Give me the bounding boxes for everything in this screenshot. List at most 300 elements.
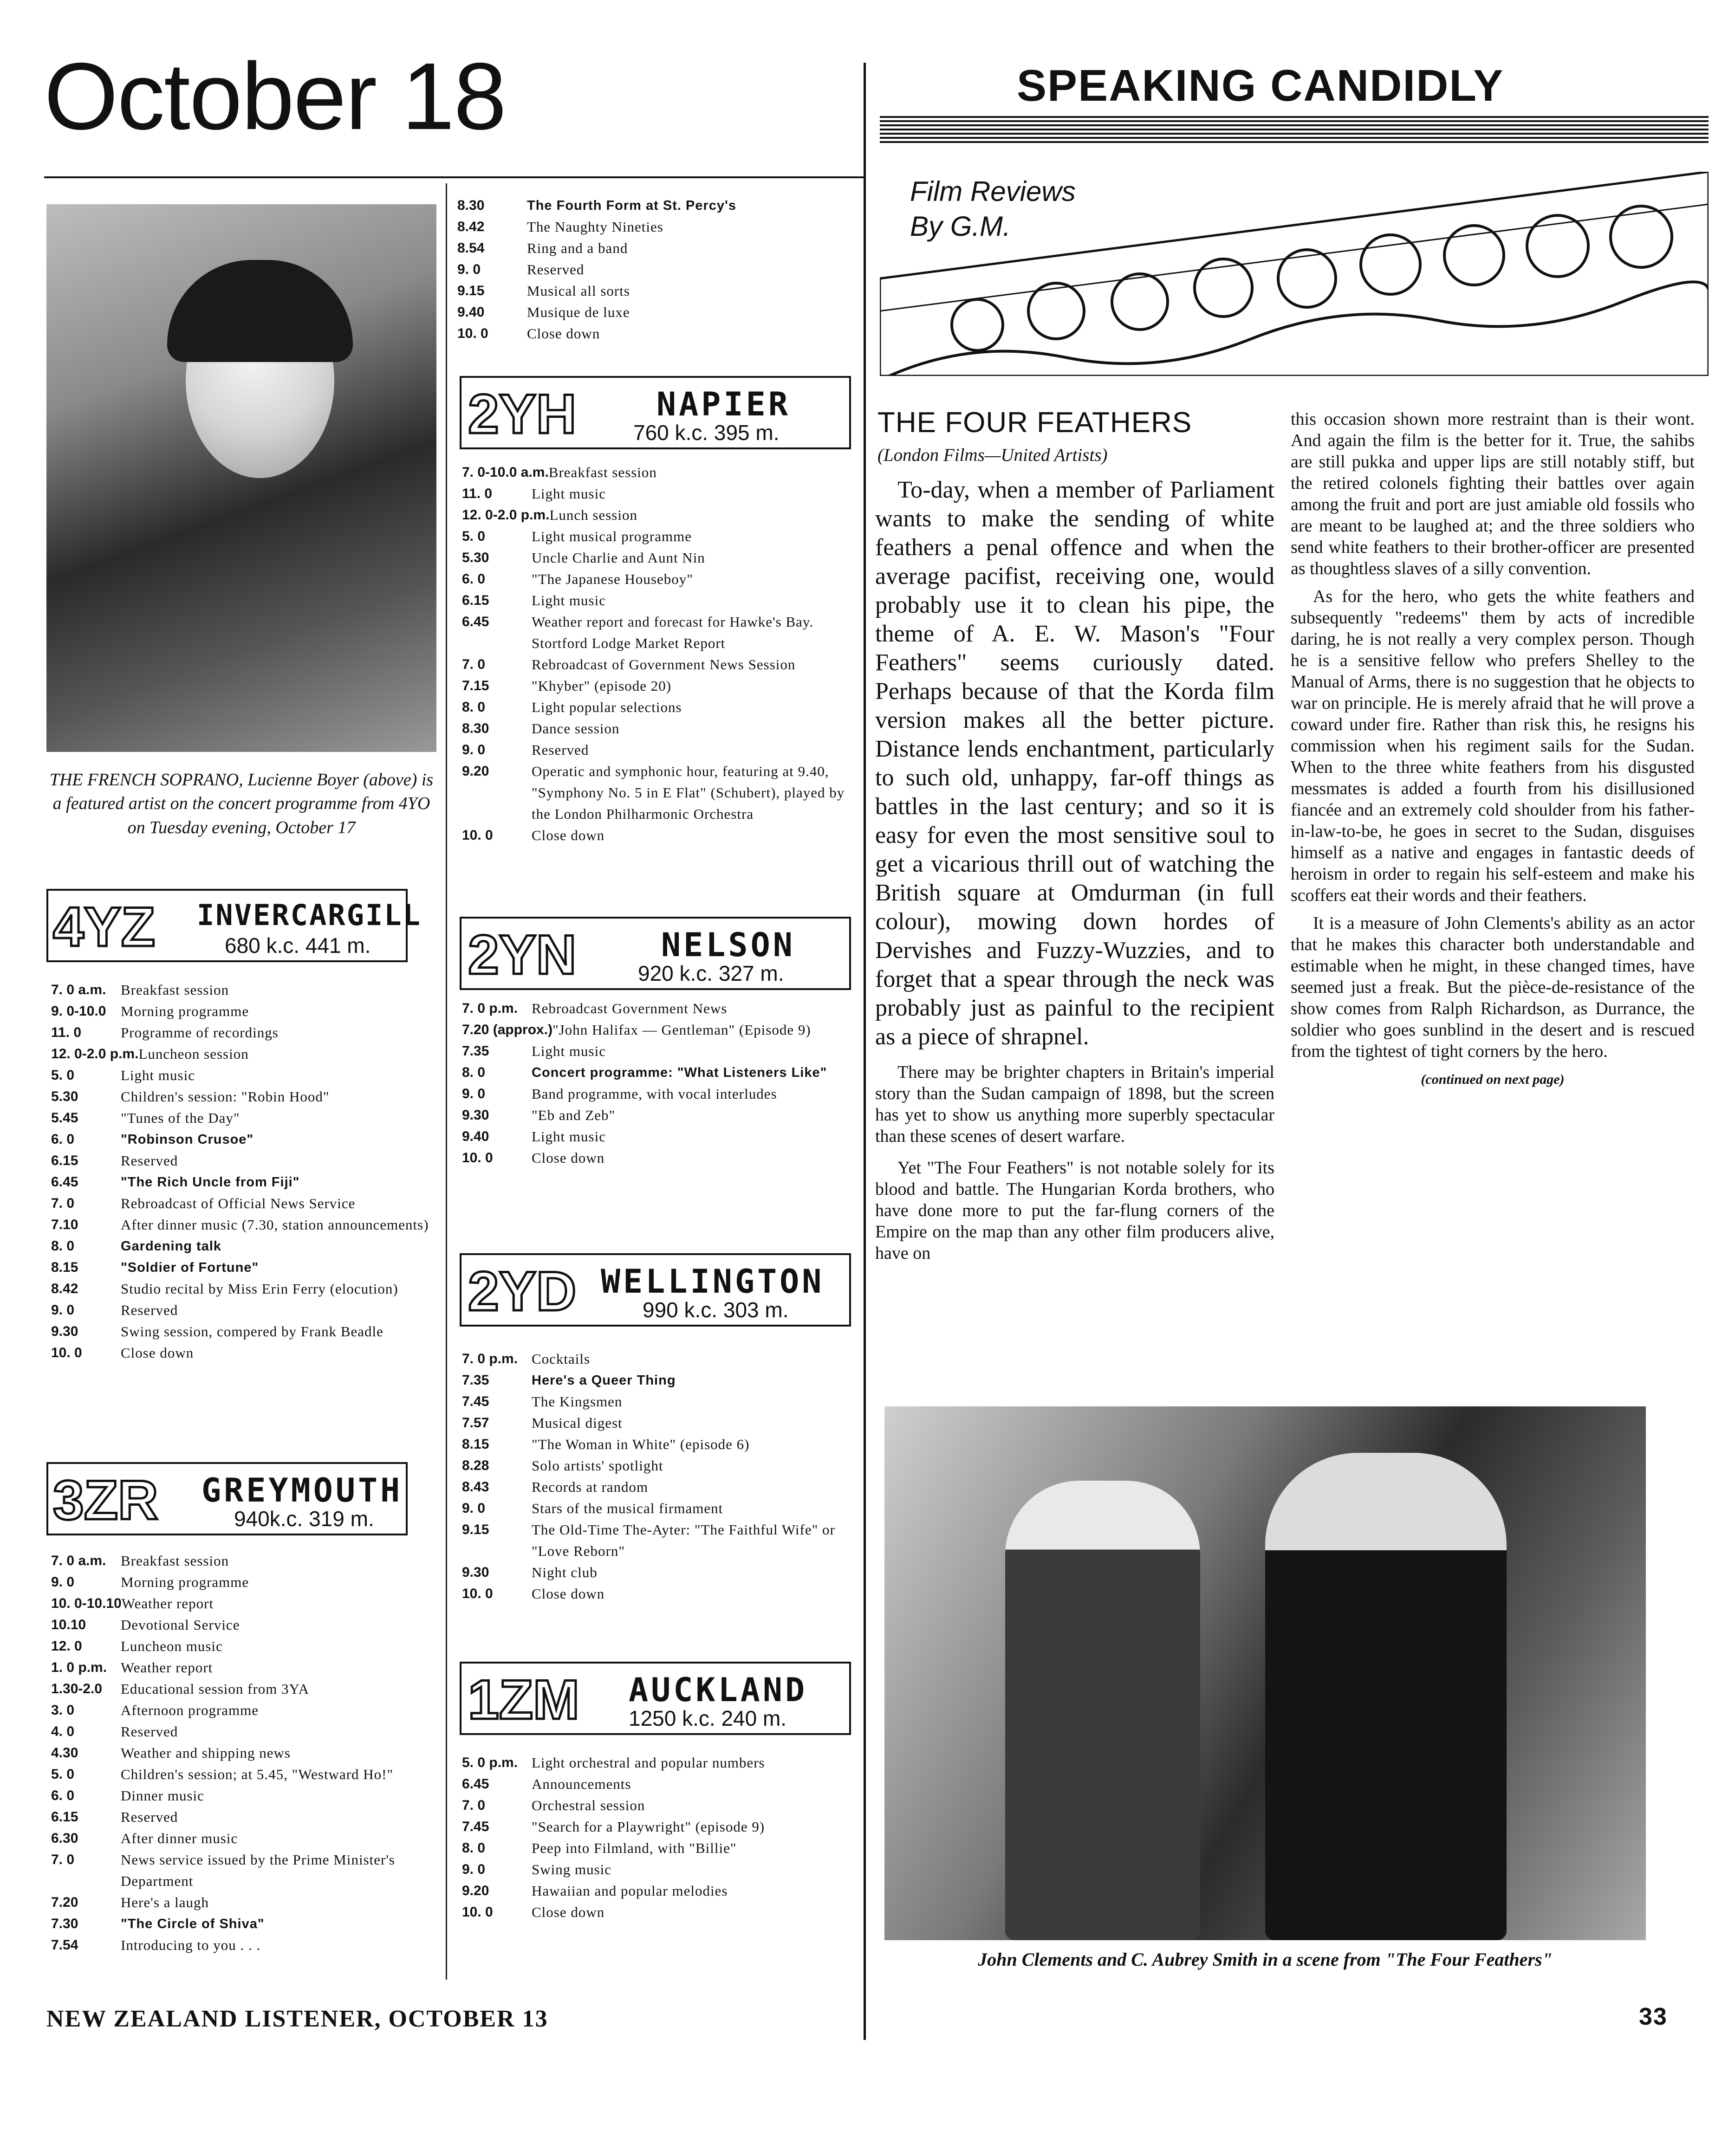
programme-time: 4. 0: [51, 1724, 75, 1739]
programme-list-4yz: [51, 979, 441, 1364]
station-header-2yh: [460, 376, 851, 449]
programme-title: Reserved: [121, 1809, 178, 1825]
programme-row: [51, 1300, 441, 1321]
programme-row: [462, 1902, 861, 1923]
page-date-heading: October 18: [44, 43, 506, 149]
heading-rule: [44, 176, 864, 178]
review-paragraph-4: this occasion shown more restraint than is their wont. And again the film is the better for it. True, the sahibs are still pukka and upper lips are still notably stiff, but the retired colonels fighting their battles over again among the fruit and port are just amiable old fossils who are meant to be laughed at; and the three soldiers who send white feathers to their brother-officer are presented as thoughtless slaves of a silly convention.: [1291, 409, 1695, 578]
review-paragraph-3: Yet "The Four Feathers" is not notable solely for its blood and battle. The Hungarian Korda brothers, who have done more to put the far-flung corners of the Empire on the map than any other film producers alive, have on: [875, 1158, 1274, 1263]
programme-time: 5. 0 p.m.: [462, 1755, 518, 1770]
programme-title: Breakfast session: [548, 464, 657, 480]
programme-row: [51, 1764, 441, 1785]
programme-row: [51, 1086, 441, 1107]
programme-time: 7.10: [51, 1217, 78, 1232]
station-call-sign: 3ZR: [53, 1469, 158, 1531]
programme-time: 8.15: [51, 1260, 78, 1275]
programme-time: 9.30: [462, 1565, 489, 1580]
programme-title: Luncheon music: [121, 1638, 223, 1654]
station-name: AUCKLAND: [629, 1671, 808, 1709]
programme-time: 7.57: [462, 1415, 489, 1431]
programme-title: "Tunes of the Day": [121, 1110, 240, 1126]
programme-time: 9. 0-10.0: [51, 1004, 106, 1019]
programme-time: 6.45: [462, 614, 489, 629]
title-stripe: [880, 116, 1709, 143]
programme-title: "The Circle of Shiva": [121, 1916, 265, 1931]
programme-row: [457, 216, 861, 238]
station-call-sign: 4YZ: [53, 896, 156, 958]
station-header-2yn: [460, 917, 851, 990]
programme-row: [457, 195, 861, 216]
programme-row: [462, 1774, 861, 1795]
programme-title: Weather and shipping news: [121, 1745, 291, 1761]
programme-row: [51, 1321, 441, 1342]
programme-time: 1. 0 p.m.: [51, 1660, 107, 1675]
review-title: THE FOUR FEATHERS: [877, 407, 1192, 439]
programme-time: 7.15: [462, 678, 489, 693]
programme-time: 9.15: [457, 283, 485, 298]
station-name: INVERCARGILL: [197, 898, 422, 932]
programme-time: 9. 0: [51, 1302, 75, 1318]
station-name: NELSON: [661, 926, 795, 964]
programme-title: Light music: [121, 1067, 195, 1083]
programme-title: Stars of the musical firmament: [532, 1500, 723, 1516]
footer-publication: NEW ZEALAND LISTENER, OCTOBER 13: [46, 2006, 548, 2032]
programme-row: [51, 1022, 441, 1043]
programme-row: [51, 1172, 441, 1193]
programme-row: [51, 1001, 441, 1022]
programme-row: [462, 1795, 861, 1816]
programme-row: [462, 1455, 861, 1476]
programme-row: [462, 718, 861, 739]
programme-time: 8.30: [457, 198, 485, 213]
programme-title: Light music: [532, 1128, 606, 1145]
programme-title: Light popular selections: [532, 699, 682, 715]
left-column-rule: [446, 183, 447, 1980]
programme-row: [462, 1476, 861, 1498]
programme-title: Close down: [532, 1904, 605, 1920]
programme-time: 10. 0: [462, 1150, 493, 1165]
programme-list-3zr: [51, 1550, 441, 1956]
station-frequency: 760 k.c. 395 m.: [633, 421, 780, 445]
programme-row: [462, 483, 861, 505]
review-column-2: [1291, 408, 1695, 1089]
programme-title: Studio recital by Miss Erin Ferry (elocution): [121, 1281, 398, 1297]
programme-row: [462, 697, 861, 718]
programme-title: Reserved: [121, 1723, 178, 1740]
programme-time: 6.15: [51, 1153, 78, 1168]
programme-time: 12. 0-2.0 p.m.: [462, 507, 550, 523]
programme-title: After dinner music: [121, 1830, 238, 1846]
programme-time: 6.15: [462, 593, 489, 608]
programme-row: [462, 547, 861, 569]
programme-title: Musical digest: [532, 1415, 623, 1431]
programme-row: [51, 1849, 441, 1892]
programme-title: Here's a Queer Thing: [532, 1373, 676, 1388]
programme-row: [51, 1107, 441, 1129]
programme-row: [462, 505, 861, 526]
programme-title: "John Halifax — Gentleman" (Episode 9): [552, 1022, 811, 1038]
programme-row: [51, 1150, 441, 1172]
programme-time: 8.15: [462, 1437, 489, 1452]
programme-time: 11. 0: [462, 486, 493, 501]
programme-time: 9.20: [462, 764, 489, 779]
programme-row: [51, 1129, 441, 1150]
programme-time: 9. 0: [462, 742, 486, 758]
programme-title: Luncheon session: [138, 1046, 249, 1062]
programme-title: "Search for a Playwright" (episode 9): [532, 1819, 765, 1835]
programme-row: [457, 238, 861, 259]
programme-row: [462, 526, 861, 547]
programme-time: 10.10: [51, 1617, 86, 1632]
programme-list-continued: [457, 195, 861, 344]
programme-title: Uncle Charlie and Aunt Nin: [532, 550, 705, 566]
programme-row: [51, 1785, 441, 1806]
programme-time: 9. 0: [51, 1574, 75, 1590]
programme-title: Dance session: [532, 720, 620, 737]
programme-title: Reserved: [532, 742, 589, 758]
programme-title: After dinner music (7.30, station announcements): [121, 1217, 429, 1233]
programme-time: 3. 0: [51, 1703, 75, 1718]
programme-row: [462, 825, 861, 846]
programme-time: 5.30: [51, 1089, 78, 1104]
programme-time: 9.30: [462, 1107, 489, 1123]
banner-title: Film Reviews: [910, 176, 1076, 207]
programme-time: 9. 0: [462, 1501, 486, 1516]
programme-time: 7. 0 p.m.: [462, 1001, 518, 1016]
programme-time: 12. 0: [51, 1638, 82, 1654]
programme-title: The Fourth Form at St. Percy's: [527, 198, 737, 213]
programme-title: Cocktails: [532, 1351, 591, 1367]
station-name: GREYMOUTH: [201, 1471, 403, 1509]
programme-row: [462, 1147, 861, 1169]
station-frequency: 920 k.c. 327 m.: [638, 961, 784, 985]
station-header-4yz: [46, 889, 422, 962]
programme-title: Introducing to you . . .: [121, 1937, 261, 1953]
programme-row: [51, 1700, 441, 1721]
programme-time: 9.40: [462, 1129, 489, 1144]
programme-title: Band programme, with vocal interludes: [532, 1086, 777, 1102]
programme-time: 9.15: [462, 1522, 489, 1537]
programme-time: 7.45: [462, 1819, 489, 1834]
programme-title: Swing session, compered by Frank Beadle: [121, 1323, 383, 1340]
programme-title: Close down: [532, 1586, 605, 1602]
station-frequency: 680 k.c. 441 m.: [225, 933, 371, 958]
programme-row: [462, 1105, 861, 1126]
programme-row: [51, 1593, 441, 1614]
programme-time: 12. 0-2.0 p.m.: [51, 1046, 139, 1062]
programme-time: 7.54: [51, 1937, 78, 1953]
programme-title: Weather report: [121, 1659, 213, 1676]
programme-time: 5. 0: [51, 1068, 75, 1083]
programme-row: [51, 1257, 441, 1278]
programme-row: [51, 1913, 441, 1935]
programme-list-2yh: [462, 462, 861, 846]
programme-title: "Robinson Crusoe": [121, 1132, 254, 1147]
programme-row: [462, 1083, 861, 1105]
programme-title: Records at random: [532, 1479, 649, 1495]
center-column-rule: [864, 63, 866, 2040]
photo-hair: [167, 260, 353, 362]
programme-time: 6. 0: [51, 1132, 75, 1147]
programme-title: Swing music: [532, 1861, 612, 1878]
programme-row: [51, 1043, 441, 1065]
programme-title: The Kingsmen: [532, 1393, 623, 1410]
programme-title: Musical all sorts: [527, 283, 630, 299]
programme-title: Programme of recordings: [121, 1024, 279, 1041]
programme-row: [462, 611, 861, 654]
station-header-2yd: [460, 1253, 851, 1327]
programme-row: [462, 1859, 861, 1880]
review-paragraph-5: As for the hero, who gets the white feathers and subsequently "redeems" them by acts of incredible daring, he is not really a very complex person. Though he is a sensitive fellow who prefers Shelley to the Manual of Arms, there is no suggestion that he objects to war on principle. He is merely afraid that he will prove a coward under fire. Rather than risk this, he resigns his commission when his regiment sails for the Sudan. When to the three white feathers from his disgusted messmates is added a fourth from his disillusioned fiancée and an extremely cold shoulder from his father-in-law-to-be, he goes in secret to the Sudan, disguises himself as a native and engages in fantastic deeds of heroism in order to regain his self-esteem and make his scoffers eat their words and their feathers.: [1291, 587, 1695, 905]
station-call-sign: 2YH: [468, 383, 577, 445]
programme-row: [51, 1636, 441, 1657]
programme-row: [462, 1348, 861, 1370]
programme-row: [462, 569, 861, 590]
programme-row: [51, 1935, 441, 1956]
programme-time: 6. 0: [51, 1788, 75, 1803]
programme-list-2yd: [462, 1348, 861, 1605]
programme-row: [462, 675, 861, 697]
still-figure-right: [1265, 1453, 1507, 1940]
programme-time: 6. 0: [462, 571, 486, 587]
programme-title: Concert programme: "What Listeners Like": [532, 1065, 827, 1080]
programme-time: 1.30-2.0: [51, 1681, 103, 1696]
programme-title: Weather report: [121, 1595, 214, 1612]
programme-time: 10. 0: [51, 1345, 82, 1360]
programme-row: [51, 1236, 441, 1257]
programme-title: Here's a laugh: [121, 1894, 209, 1910]
programme-row: [51, 1278, 441, 1300]
continued-note: (continued on next page): [1421, 1072, 1565, 1087]
programme-time: 10. 0: [462, 1586, 493, 1601]
programme-time: 10. 0-10.10: [51, 1596, 122, 1611]
programme-time: 7.20: [51, 1895, 78, 1910]
station-name: NAPIER: [656, 385, 791, 423]
programme-row: [462, 1434, 861, 1455]
station-call-sign: 1ZM: [468, 1669, 579, 1731]
programme-row: [51, 1828, 441, 1849]
programme-row: [457, 280, 861, 302]
programme-row: [51, 1342, 441, 1364]
programme-time: 7. 0: [462, 1798, 486, 1813]
programme-row: [462, 1412, 861, 1434]
review-paragraph-2: There may be brighter chapters in Britain's imperial story than the Sudan campaign of 1898, but the screen has yet to show us anything more superbly spectacular than these scenes of desert warfare.: [875, 1062, 1274, 1146]
programme-row: [462, 1838, 861, 1859]
programme-title: Gardening talk: [121, 1239, 222, 1254]
programme-time: 8.43: [462, 1479, 489, 1495]
programme-time: 8. 0: [462, 699, 486, 715]
programme-title: Rebroadcast of Official News Service: [121, 1195, 356, 1211]
programme-time: 7. 0 p.m.: [462, 1351, 518, 1366]
programme-time: 10. 0: [462, 828, 493, 843]
programme-title: Light music: [532, 486, 606, 502]
programme-row: [457, 323, 861, 344]
programme-row: [51, 1806, 441, 1828]
programme-list-1zm: [462, 1752, 861, 1923]
programme-row: [457, 259, 861, 280]
photo-caption: THE FRENCH SOPRANO, Lucienne Boyer (above) is a featured artist on the concert programme from 4YO on Tuesday evening, October 17: [49, 770, 434, 837]
programme-title: Close down: [532, 827, 605, 843]
programme-title: News service issued by the Prime Minister's Department: [121, 1852, 395, 1889]
programme-title: "The Japanese Houseboy": [532, 571, 693, 587]
programme-title: Musique de luxe: [527, 304, 630, 320]
programme-row: [462, 1062, 861, 1083]
programme-time: 6.30: [51, 1831, 78, 1846]
programme-time: 7. 0-10.0 a.m.: [462, 465, 549, 480]
programme-time: 8. 0: [462, 1065, 486, 1080]
programme-title: Light music: [532, 1043, 606, 1059]
programme-row: [462, 998, 861, 1019]
programme-row: [462, 761, 861, 825]
programme-row: [462, 1752, 861, 1774]
programme-time: 8.54: [457, 240, 485, 256]
programme-row: [462, 462, 861, 483]
programme-title: Lunch session: [549, 507, 637, 523]
programme-title: Light music: [532, 592, 606, 609]
station-frequency: 1250 k.c. 240 m.: [629, 1706, 787, 1730]
review-distributor: (London Films—United Artists): [877, 445, 1108, 465]
programme-time: 5. 0: [51, 1767, 75, 1782]
film-still-caption: John Clements and C. Aubrey Smith in a scene from "The Four Feathers": [978, 1949, 1553, 1970]
programme-title: "Soldier of Fortune": [121, 1260, 259, 1275]
programme-time: 7. 0 a.m.: [51, 982, 106, 997]
review-paragraph-1: To-day, when a member of Parliament wants to make the sending of white feathers a penal offence and when the average pacifist, receiving one, would probably use it to clean his pipe, the theme of A. E. W. Mason's "Four Feathers" seems curiously dated. Perhaps because of that the Korda film version makes all the better picture. Distance lends enchantment, particularly to such old, unhappy, far-off things as battles in the last century; and so it is easy for even the most sensitive soul to get a vicarious thrill out of watching the British square at Omdurman (in full colour), mowing down hordes of Dervishes and Fuzzy-Wuzzies, and to forget that a spear through the neck was probably just as painful to the recipient as a piece of shrapnel.: [875, 477, 1274, 1050]
station-header-1zm: [460, 1662, 851, 1735]
programme-title: Light orchestral and popular numbers: [532, 1755, 765, 1771]
programme-time: 11. 0: [51, 1025, 82, 1040]
programme-title: Reserved: [527, 261, 585, 278]
programme-time: 5.30: [462, 550, 489, 565]
programme-row: [51, 1550, 441, 1572]
banner-byline: By G.M.: [910, 211, 1011, 242]
programme-row: [462, 1562, 861, 1583]
programme-row: [51, 1214, 441, 1236]
footer-page-number: 33: [1639, 2003, 1668, 2030]
programme-time: 9.30: [51, 1324, 78, 1339]
programme-title: Children's session: "Robin Hood": [121, 1088, 330, 1105]
programme-title: Solo artists' spotlight: [532, 1457, 663, 1474]
programme-row: [462, 590, 861, 611]
programme-row: [462, 1370, 861, 1391]
programme-time: 9. 0: [457, 262, 481, 277]
programme-title: The Naughty Nineties: [527, 219, 663, 235]
programme-time: 6.45: [51, 1174, 78, 1190]
programme-title: "The Woman in White" (episode 6): [532, 1436, 750, 1452]
programme-row: [51, 979, 441, 1001]
programme-title: Hawaiian and popular melodies: [532, 1883, 728, 1899]
programme-time: 8. 0: [462, 1840, 486, 1856]
programme-title: Orchestral session: [532, 1797, 645, 1813]
programme-time: 7.30: [51, 1916, 78, 1931]
programme-title: Operatic and symphonic hour, featuring at 9.40, "Symphony No. 5 in E Flat" (Schubert), played by the London Philharmonic Orchestra: [532, 763, 845, 822]
programme-time: 9.20: [462, 1883, 489, 1898]
programme-row: [462, 1391, 861, 1412]
programme-title: Morning programme: [121, 1574, 249, 1590]
programme-title: Rebroadcast of Government News Session: [532, 656, 796, 673]
programme-row: [51, 1678, 441, 1700]
programme-title: "Eb and Zeb": [532, 1107, 616, 1123]
programme-row: [51, 1193, 441, 1214]
programme-title: Devotional Service: [121, 1617, 240, 1633]
programme-time: 8.42: [457, 219, 485, 234]
programme-time: 8. 0: [51, 1238, 75, 1254]
programme-time: 9. 0: [462, 1086, 486, 1101]
programme-row: [51, 1657, 441, 1678]
programme-title: Breakfast session: [121, 1553, 229, 1569]
programme-row: [462, 1041, 861, 1062]
programme-title: Weather report and forecast for Hawke's Bay. Stortford Lodge Market Report: [532, 614, 814, 651]
station-name: WELLINGTON: [601, 1263, 825, 1301]
programme-time: 10. 0: [462, 1904, 493, 1920]
programme-time: 9. 0: [462, 1862, 486, 1877]
programme-time: 7.35: [462, 1373, 489, 1388]
still-figure-left: [1005, 1481, 1200, 1940]
programme-title: "Khyber" (episode 20): [532, 678, 672, 694]
programme-title: "The Rich Uncle from Fiji": [121, 1175, 300, 1190]
programme-time: 7.35: [462, 1043, 489, 1059]
programme-time: 6.45: [462, 1776, 489, 1792]
station-frequency: 940k.c. 319 m.: [234, 1507, 374, 1531]
programme-title: The Old-Time The-Ayter: "The Faithful Wife" or "Love Reborn": [532, 1522, 835, 1559]
programme-title: Reserved: [121, 1152, 178, 1169]
programme-row: [462, 1816, 861, 1838]
programme-title: Reserved: [121, 1302, 178, 1318]
programme-title: Breakfast session: [121, 982, 229, 998]
programme-row: [462, 739, 861, 761]
programme-row: [51, 1614, 441, 1636]
programme-row: [462, 1880, 861, 1902]
section-title: SPEAKING CANDIDLY: [1017, 61, 1504, 110]
programme-time: 7. 0: [51, 1196, 75, 1211]
programme-time: 9.40: [457, 304, 485, 320]
film-still-photo: [884, 1406, 1646, 1940]
programme-title: Announcements: [532, 1776, 631, 1792]
programme-title: Afternoon programme: [121, 1702, 259, 1718]
programme-time: 5. 0: [462, 529, 486, 544]
station-header-3zr: [46, 1462, 408, 1535]
programme-list-2yn: [462, 998, 861, 1169]
programme-title: Ring and a band: [527, 240, 628, 256]
programme-row: [462, 1126, 861, 1147]
programme-row: [462, 1019, 861, 1041]
programme-title: Close down: [527, 325, 600, 342]
programme-row: [51, 1721, 441, 1742]
programme-title: Close down: [532, 1150, 605, 1166]
programme-row: [457, 302, 861, 323]
programme-title: Close down: [121, 1345, 194, 1361]
programme-time: 6.15: [51, 1809, 78, 1825]
programme-time: 8.42: [51, 1281, 78, 1296]
programme-time: 7.45: [462, 1394, 489, 1409]
programme-row: [462, 1498, 861, 1519]
programme-title: Morning programme: [121, 1003, 249, 1019]
programme-time: 7. 0 a.m.: [51, 1553, 106, 1568]
station-call-sign: 2YD: [468, 1260, 577, 1322]
programme-title: Peep into Filmland, with "Billie": [532, 1840, 737, 1856]
programme-row: [51, 1065, 441, 1086]
programme-time: 7.20 (approx.): [462, 1022, 553, 1037]
programme-row: [51, 1892, 441, 1913]
programme-row: [51, 1742, 441, 1764]
station-call-sign: 2YN: [468, 924, 577, 986]
programme-title: Light musical programme: [532, 528, 692, 544]
programme-row: [462, 654, 861, 675]
programme-time: 8.28: [462, 1458, 489, 1473]
programme-title: Rebroadcast Government News: [532, 1000, 728, 1016]
programme-row: [462, 1583, 861, 1605]
programme-title: Dinner music: [121, 1787, 204, 1804]
programme-row: [51, 1572, 441, 1593]
